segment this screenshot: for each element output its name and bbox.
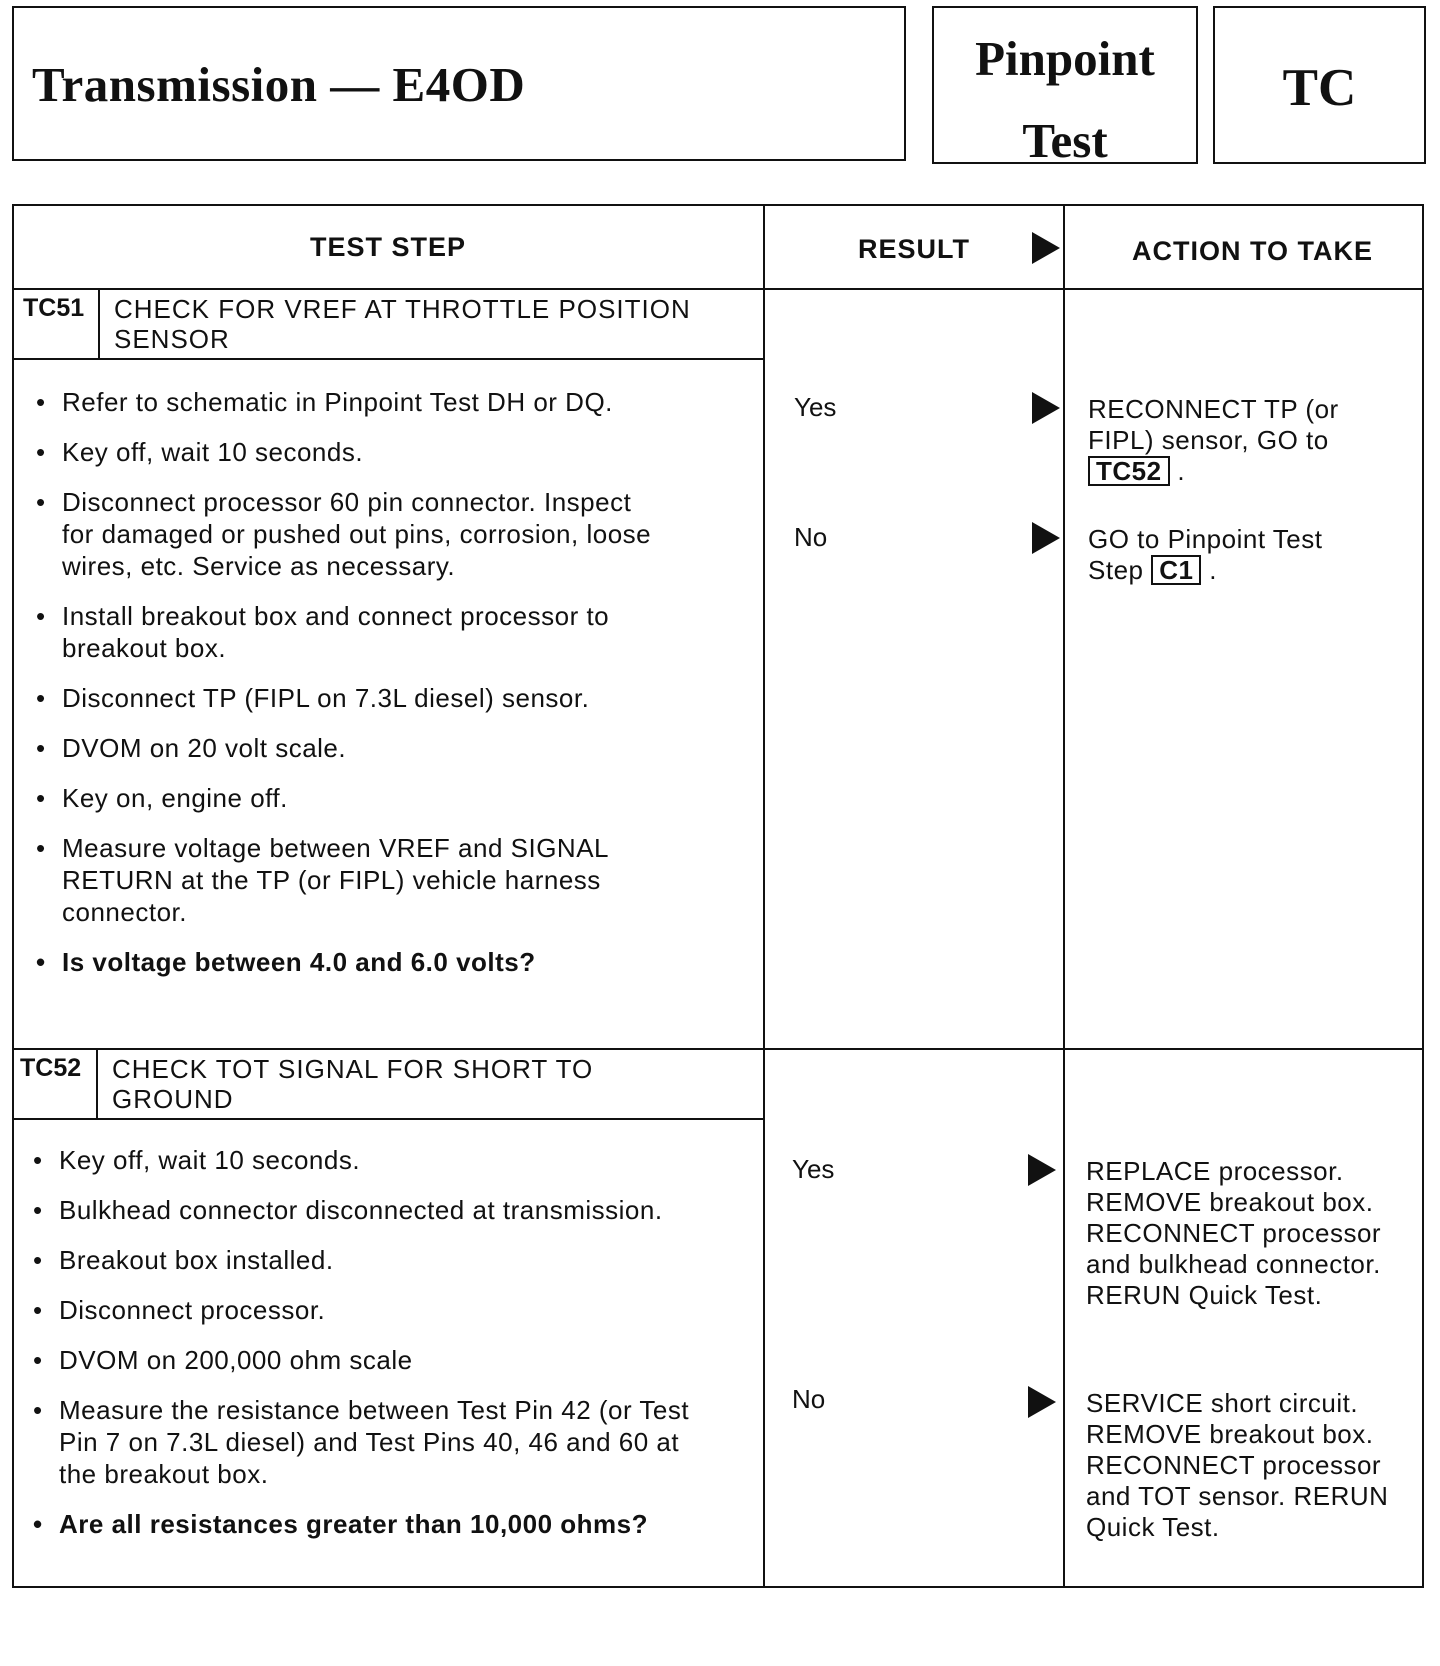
action-yes-tc51 <box>1088 394 1398 487</box>
column-header-action: ACTION TO TAKE <box>1132 236 1373 266</box>
step1-title-divider <box>14 358 764 360</box>
result-arrow-icon <box>1032 392 1060 424</box>
step1-id-divider <box>98 288 100 360</box>
list-item: • Measure the resistance between Test Pin 42 (or Test Pin 7 on 7.3L diesel) and Test Pins 40, 46 and 60 at the breakout box. <box>21 1394 719 1490</box>
action-yes-tc52: REPLACE processor. REMOVE breakout box. RECONNECT processor and bulkhead connector. RERUN Quick Test. <box>1086 1156 1382 1310</box>
list-item: • Breakout box installed. <box>21 1244 701 1276</box>
result-no-tc52: No <box>792 1384 826 1414</box>
column-header-test-step: TEST STEP <box>310 232 467 262</box>
action-suffix: . <box>1177 456 1186 486</box>
step-title-tc52: CHECK TOT SIGNAL FOR SHORT TO GROUND <box>112 1054 594 1114</box>
result-yes-tc52: Yes <box>792 1154 835 1184</box>
pinpoint-label-line2: Test <box>1022 113 1108 168</box>
list-item: • Measure voltage between VREF and SIGNAL RETURN at the TP (or FIPL) vehicle harness connector. <box>24 832 622 928</box>
divider-result-action <box>1063 206 1065 1586</box>
step-reference-tc52[interactable]: TC52 <box>1088 456 1170 486</box>
result-arrow-icon <box>1028 1386 1056 1418</box>
step-divider <box>14 1048 1422 1050</box>
step-id-tc51: TC51 <box>23 294 85 322</box>
list-item: • Disconnect TP (FIPL on 7.3L diesel) sensor. <box>24 682 704 714</box>
list-item: • Key off, wait 10 seconds. <box>21 1144 701 1176</box>
step-title-tc51: CHECK FOR VREF AT THROTTLE POSITION SENSOR <box>114 294 691 354</box>
pinpoint-test-box <box>932 6 1198 168</box>
test-code-box <box>1213 6 1426 164</box>
list-item: • Bulkhead connector disconnected at transmission. <box>21 1194 701 1226</box>
step-list-tc51 <box>24 386 704 978</box>
pinpoint-test-table <box>12 204 1424 1588</box>
action-text: RECONNECT TP (or FIPL) sensor, GO to <box>1088 394 1339 455</box>
result-arrow-icon <box>1032 522 1060 554</box>
action-text: GO to Pinpoint Test Step <box>1088 524 1323 585</box>
action-no-tc52: SERVICE short circuit. REMOVE breakout box. RECONNECT processor and TOT sensor. RERUN Quick Test. <box>1086 1388 1389 1542</box>
list-item: • DVOM on 200,000 ohm scale <box>21 1344 701 1376</box>
list-item: • Refer to schematic in Pinpoint Test DH or DQ. <box>24 386 704 418</box>
step-question: • Are all resistances greater than 10,000 ohms? <box>21 1508 701 1540</box>
list-item: • Install breakout box and connect processor to breakout box. <box>24 600 622 664</box>
result-no-tc51: No <box>794 522 828 552</box>
list-item: • Disconnect processor. <box>21 1294 701 1326</box>
pinpoint-label-line1: Pinpoint <box>975 31 1155 86</box>
action-suffix: . <box>1209 555 1217 585</box>
column-header-result: RESULT <box>858 234 970 264</box>
result-arrow-icon <box>1028 1154 1056 1186</box>
step-id-tc52: TC52 <box>20 1054 82 1082</box>
header-row-divider <box>14 288 1422 290</box>
step-question: • Is voltage between 4.0 and 6.0 volts? <box>24 946 704 978</box>
document-title: Transmission — E4OD <box>32 57 526 112</box>
step2-title-divider <box>14 1118 764 1120</box>
test-code: TC <box>1282 59 1357 117</box>
result-yes-tc51: Yes <box>794 392 837 422</box>
step2-id-divider <box>96 1048 98 1120</box>
step-list-tc52 <box>21 1144 701 1540</box>
result-arrow-icon <box>1032 232 1060 264</box>
action-no-tc51 <box>1088 524 1358 586</box>
step-reference-c1[interactable]: C1 <box>1151 555 1201 585</box>
list-item: • Key on, engine off. <box>24 782 704 814</box>
list-item: • DVOM on 20 volt scale. <box>24 732 704 764</box>
document-title-box <box>12 6 906 161</box>
divider-step-result <box>763 206 765 1586</box>
list-item: • Disconnect processor 60 pin connector. Inspect for damaged or pushed out pins, corrosion, loose wires, etc. Service as necessary. <box>24 486 662 582</box>
list-item: • Key off, wait 10 seconds. <box>24 436 704 468</box>
